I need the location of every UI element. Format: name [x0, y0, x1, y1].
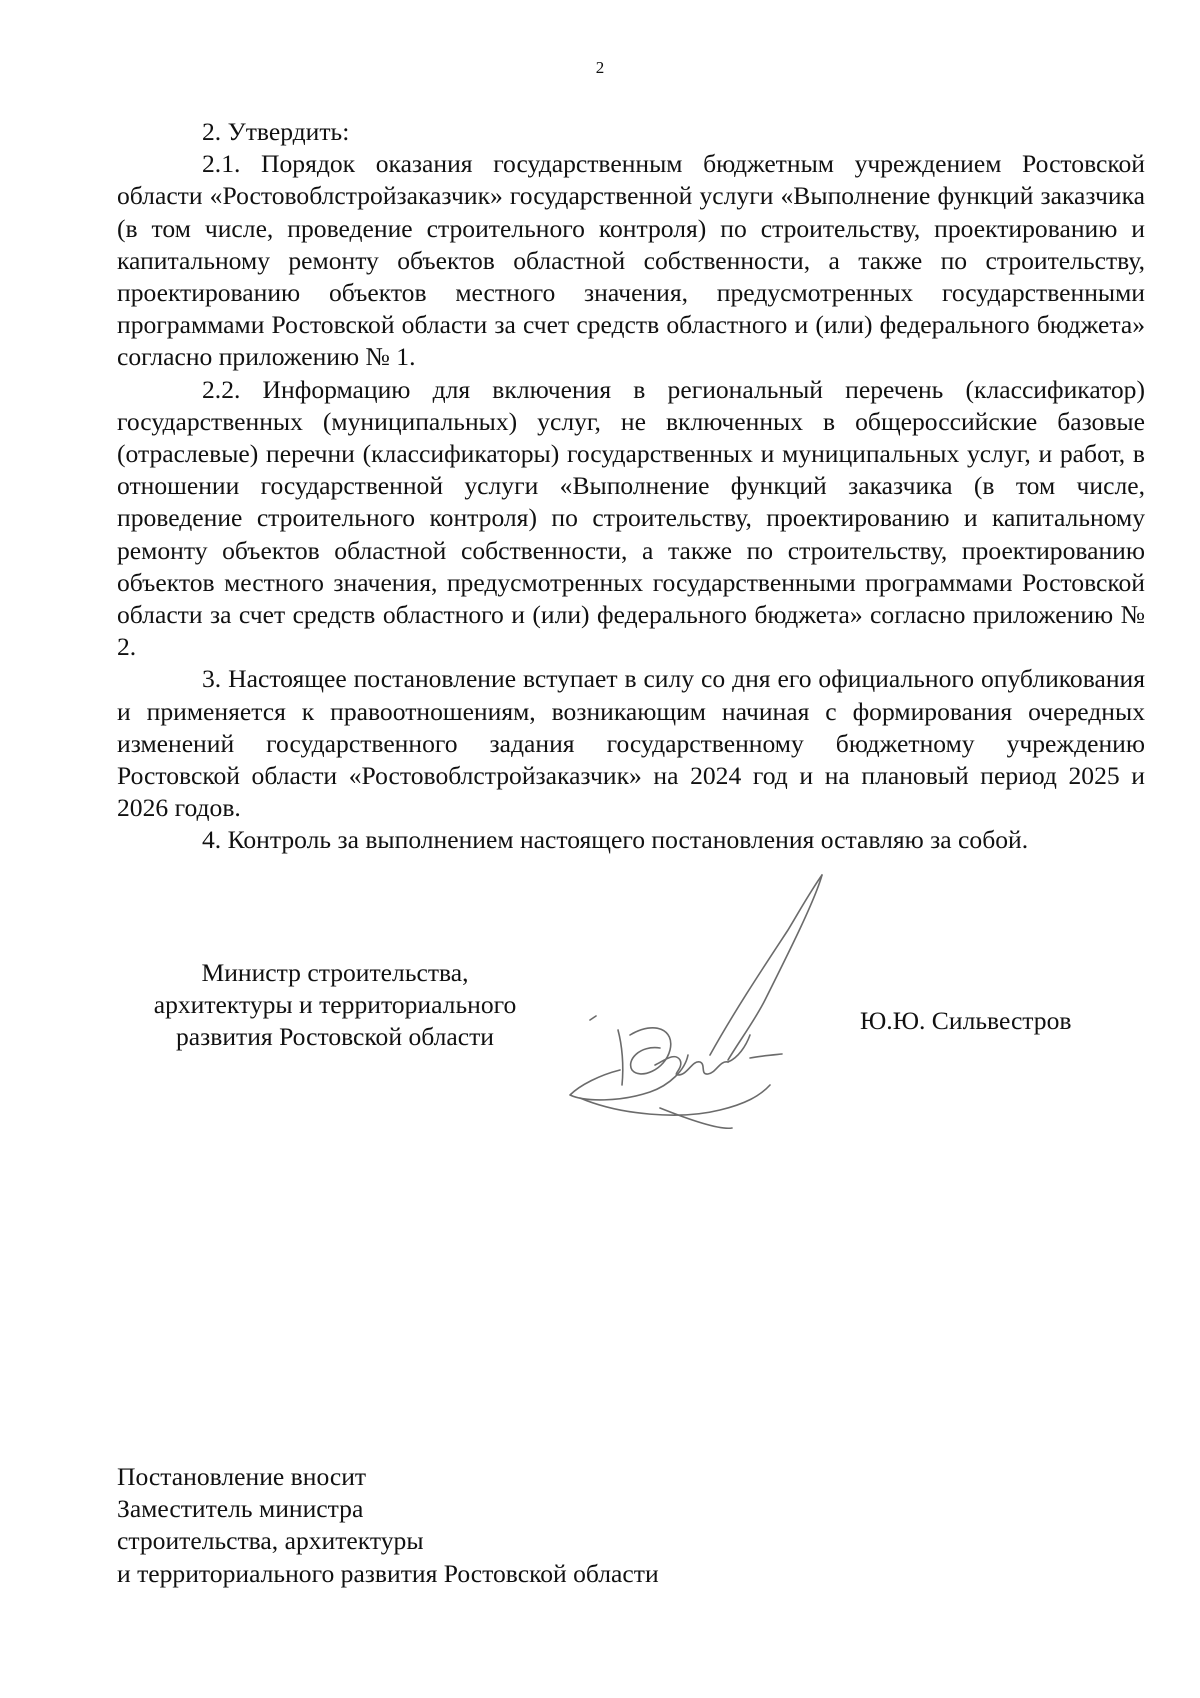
paragraph-2-1: 2.1. Порядок оказания государственным бюджетным учреждением Ростовской области «Ростовоблстройзаказчик» государственной услуги «Выполнение функций заказчика (в том числе, проведение строительного контроля) по строительству, проектированию и капитальному ремонту объектов областной собственности, а также по строительству, проектированию объектов местного значения, предусмотренных государственными программами Ростовской области за счет средств областного и (или) федерального бюджета» согласно приложению № 1.: [117, 149, 1145, 372]
paragraph-4: 4. Контроль за выполнением настоящего постановления оставляю за собой.: [202, 825, 1029, 855]
paragraph-2-2: 2.2. Информацию для включения в региональный перечень (классификатор) государственных (муниципальных) услуг, не включенных в общероссийские базовые (отраслевые) перечни (классификаторы) государственных и муниципальных услуг, и работ, в отношении государственной услуги «Выполнение функций заказчика (в том числе, проведение строительного контроля) по строительству, проектированию и капитальному ремонту объектов областной собственности, а также по строительству, проектированию объектов местного значения, предусмотренных государственными программами Ростовской области за счет средств областного и (или) федерального бюджета» согласно приложению № 2.: [117, 374, 1145, 662]
submitter-line: и территориального развития Ростовской области: [117, 1558, 659, 1588]
handwritten-signature: [560, 870, 880, 1130]
submitter-line: Постановление вносит: [117, 1462, 367, 1491]
document-body: [117, 116, 1145, 857]
submitter-line: строительства, архитектуры: [117, 1526, 424, 1556]
signatory-position: [115, 957, 555, 1054]
signatory-position-line: архитектуры и территориального: [153, 990, 517, 1020]
paragraph-approve: 2. Утвердить:: [202, 117, 350, 146]
signatory-position-line: развития Ростовской области: [175, 1022, 494, 1052]
page-number: 2: [595, 58, 605, 77]
signatory-name: Ю.Ю. Сильвестров: [860, 1006, 1072, 1035]
submitter-block: [117, 1461, 659, 1590]
signatory-position-line: Министр строительства,: [201, 958, 469, 987]
submitter-line: Заместитель министра: [117, 1494, 364, 1524]
paragraph-3: 3. Настоящее постановление вступает в силу со дня его официального опубликования и применяется к правоотношениям, возникающим начиная с формирования очередных изменений государственного задания государственному бюджетному учреждению Ростовской области «Ростовоблстройзаказчик» на 2024 год и на плановый период 2025 и 2026 годов.: [117, 664, 1145, 823]
